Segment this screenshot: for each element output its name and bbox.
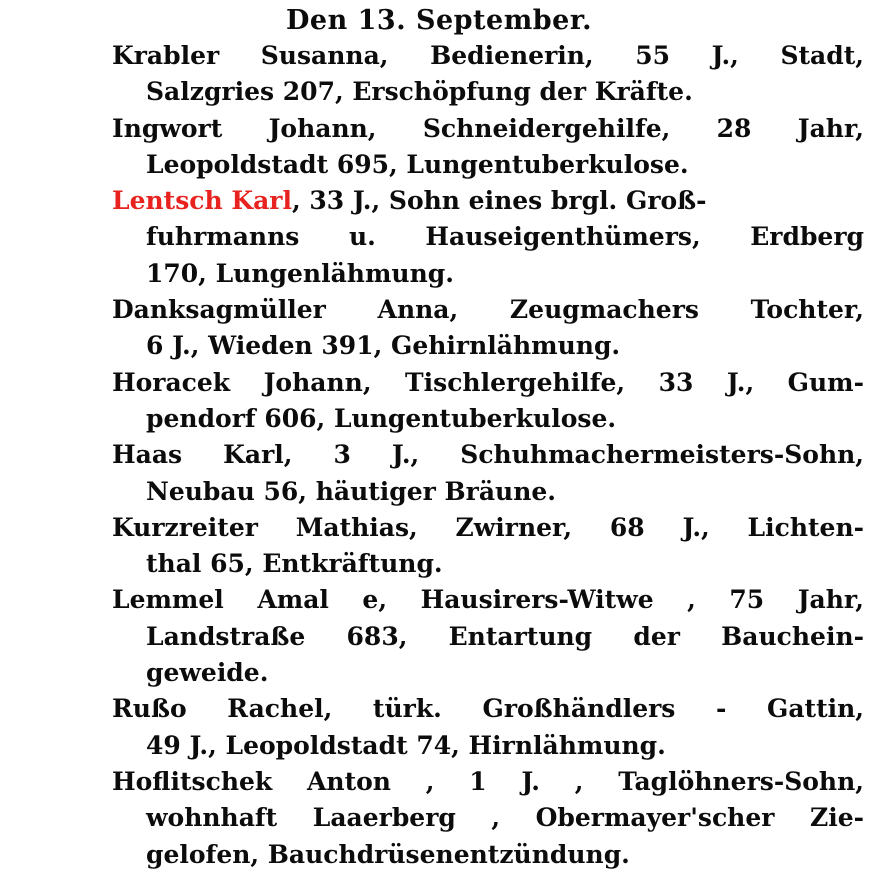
entry-line: Haas Karl, 3 J., Schuhmachermeisters-Sohn,	[112, 440, 864, 470]
entry-line: 49 J., Leopoldstadt 74, Hirnlähmung.	[146, 730, 666, 760]
entry-line: Rußo Rachel, türk. Großhändlers - Gattin,	[112, 694, 864, 724]
death-notice-entry	[112, 292, 864, 365]
death-notice-entry	[112, 764, 864, 873]
entry-line: Horacek Johann, Tischlergehilfe, 33 J., Gum-	[112, 367, 864, 397]
death-notice-entry	[112, 691, 864, 764]
entry-line: fuhrmanns u. Hauseigenthümers, Erdberg	[146, 222, 864, 252]
death-notice-entry	[112, 38, 864, 111]
entry-line: Danksagmüller Anna, Zeugmachers Tochter,	[112, 295, 864, 325]
highlighted-name: Lentsch Karl	[112, 186, 292, 216]
death-notice-entry	[112, 437, 864, 510]
entry-line: Kurzreiter Mathias, Zwirner, 68 J., Lichten-	[112, 512, 864, 542]
death-notice-list	[112, 38, 864, 873]
entry-line: Landstraße 683, Entartung der Bauchein-	[146, 621, 864, 651]
entry-line: Neubau 56, häutiger Bräune.	[146, 476, 557, 506]
entry-line: Ingwort Johann, Schneidergehilfe, 28 Jahr,	[112, 113, 864, 143]
entry-line: geweide.	[146, 658, 269, 688]
entry-line: Hoflitschek Anton , 1 J. , Taglöhners-Sohn,	[112, 766, 864, 796]
entry-line-rest: , 33 J., Sohn eines brgl. Groß-	[291, 186, 707, 216]
entry-line: wohnhaft Laaerberg , Obermayer'scher Zie-	[146, 803, 864, 833]
death-notice-entry	[112, 510, 864, 583]
death-notice-entry	[112, 365, 864, 438]
entry-line: Krabler Susanna, Bedienerin, 55 J., Stadt,	[112, 41, 864, 70]
entry-line	[112, 183, 864, 219]
death-notice-entry	[112, 582, 864, 691]
date-heading: Den 13. September.	[286, 5, 592, 36]
entry-line: pendorf 606, Lungentuberkulose.	[146, 403, 617, 433]
entry-line: Lemmel Amal e, Hausirers-Witwe , 75 Jahr,	[112, 585, 864, 615]
entry-line: Leopoldstadt 695, Lungentuberkulose.	[146, 149, 689, 179]
entry-line: Salzgries 207, Erschöpfung der Kräfte.	[146, 77, 693, 107]
entry-line: gelofen, Bauchdrüsenentzündung.	[146, 839, 630, 869]
entry-line: thal 65, Entkräftung.	[146, 549, 443, 579]
death-notice-entry	[112, 111, 864, 184]
entry-line: 6 J., Wieden 391, Gehirnlähmung.	[146, 331, 621, 361]
entry-line: 170, Lungenlähmung.	[146, 258, 454, 288]
death-notice-entry-highlighted	[112, 183, 864, 292]
